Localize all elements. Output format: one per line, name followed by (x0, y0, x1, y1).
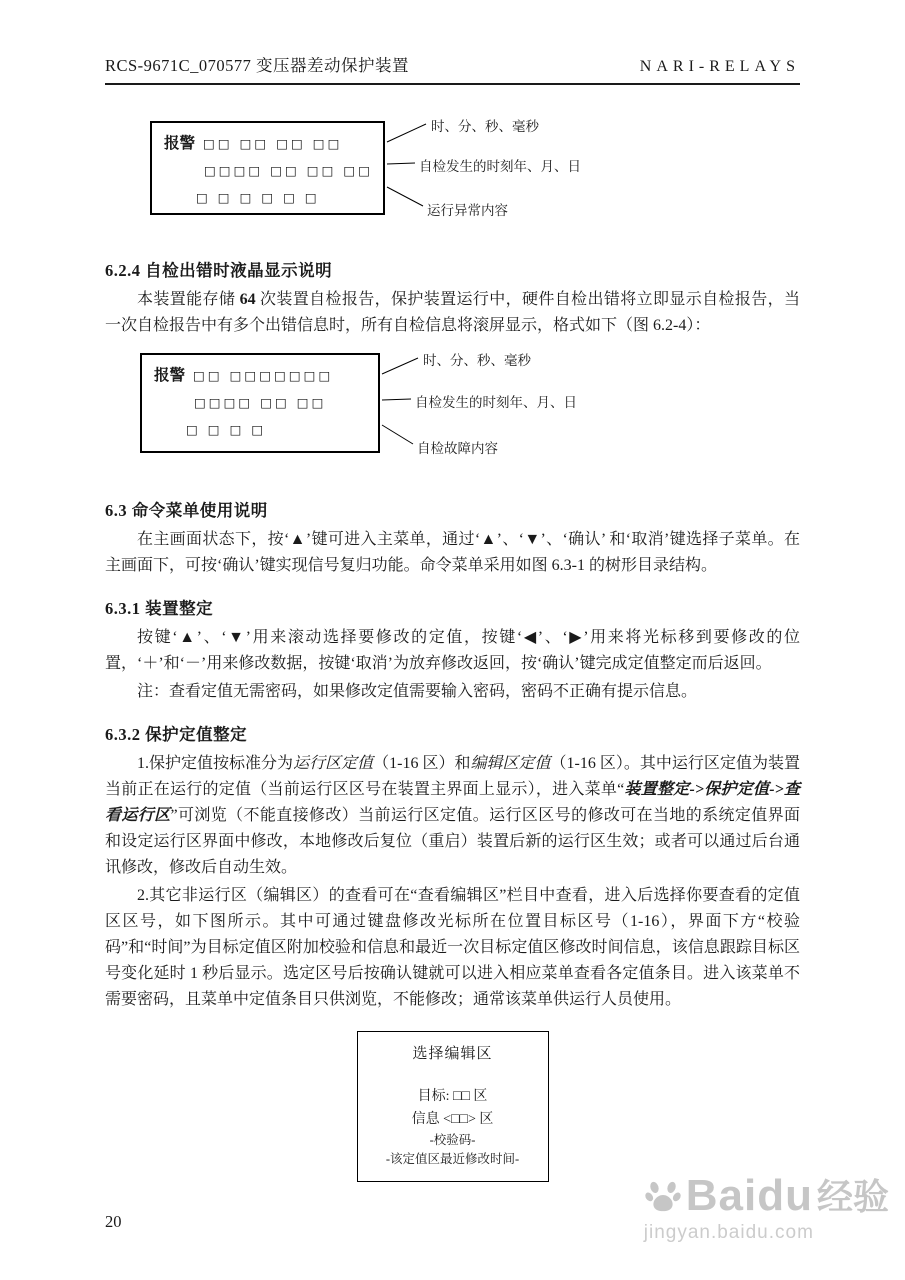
lcd-diagram-self-check-error (105, 349, 800, 473)
annotation-fault-content: 自检故障内容 (417, 441, 498, 456)
brand-name: NARI-RELAYS (639, 58, 800, 75)
lcd-row-date (154, 389, 366, 416)
lcd-time-digits: □□ □□□□□□□ (193, 368, 334, 383)
paragraph-6-2-4 (105, 287, 800, 339)
document-title: RCS-9671C_070577 变压器差动保护装置 (105, 56, 410, 75)
text-segment: （1-16 区）和 (373, 755, 471, 772)
text-segment: 次装置自检报告，保护装置运行中，硬件自检出错将立即显示自检报告，当一次自检报告中有多个出错信息时，所有自检信息将滚屏显示，格式如下（图 6.2-4）： (105, 291, 800, 334)
section-heading-6-3-1: 6.3.1 装置整定 (105, 599, 214, 618)
alarm-label: 报警 (154, 367, 186, 384)
text-segment-bold: 64 (239, 291, 256, 308)
lcd-row-date (164, 157, 374, 184)
lcd-content-digits: □ □ □ □ (186, 422, 267, 437)
text-segment: 1.保护定值按标准分为 (137, 755, 294, 772)
watermark-logo-row (644, 1171, 889, 1220)
text-segment: （1-16 区）。其中运行区定值为装置当前正在运行的定值（当前运行区区号在装置主界面上显示），进入菜单“ (105, 755, 800, 798)
note-6-3-1: 注：查看定值无需密码，如果修改定值需要输入密码，密码不正确有提示信息。 (137, 683, 698, 700)
lcd-row-time (164, 130, 371, 157)
lcd-display-box (150, 121, 385, 215)
menu-path: 装置整定->保护定值->查看运行区 (105, 781, 800, 824)
lcd-diagram-self-check (105, 115, 800, 233)
term-running-zone: 运行区定值 (293, 755, 374, 772)
annotation-content: 运行异常内容 (427, 203, 508, 218)
paragraph-6-3-2-1 (105, 751, 800, 881)
annotation-date: 自检发生的时刻年、月、日 (415, 395, 577, 410)
page-header (105, 52, 800, 85)
paragraph-6-3-1: 按键‘▲’、‘▼’用来滚动选择要修改的定值，按键‘◀’、‘▶’用来将光标移到要修改的位置，‘＋’和‘－’用来修改数据，按键‘取消’为放弃修改返回，按‘确认’键完成定值整定而后返回。 (105, 629, 800, 672)
section-heading-6-3: 6.3 命令菜单使用说明 (105, 501, 268, 520)
select-edit-area-box (357, 1031, 549, 1182)
watermark-suffix: 经验 (816, 1177, 889, 1217)
annotation-time: 时、分、秒、毫秒 (431, 119, 539, 134)
lcd-time-digits: □□ □□ □□ □□ (203, 136, 343, 151)
lcd-display-box (140, 353, 380, 453)
lcd-row-content (154, 416, 366, 443)
select-box-target-line: 目标: □□ 区 (417, 1089, 488, 1104)
section-heading-6-2-4: 6.2.4 自检出错时液晶显示说明 (105, 261, 333, 280)
watermark-url: jingyan.baidu.com (643, 1222, 814, 1243)
section-heading-6-3-2: 6.3.2 保护定值整定 (105, 725, 248, 744)
select-box-checksum-line: -校验码- (429, 1133, 476, 1147)
lcd-row-time (154, 362, 366, 389)
baidu-watermark (643, 1171, 889, 1244)
lcd-date-digits: □□□□ □□ □□ (194, 395, 327, 410)
lcd-row-content (164, 184, 371, 211)
lcd-content-digits: □ □ □ □ □ □ (196, 190, 320, 205)
baidu-paw-icon (644, 1176, 682, 1214)
lcd-date-digits: □□□□ □□ □□ □□ (204, 163, 374, 178)
page-number: 20 (105, 1212, 122, 1231)
annotation-time: 时、分、秒、毫秒 (423, 353, 531, 368)
paragraph-6-3: 在主画面状态下，按‘▲’键可进入主菜单，通过‘▲’、‘▼’、‘确认’ 和‘取消’键选择子菜单。在主画面下，可按‘确认’键实现信号复归功能。命令菜单采用如图 6.3-1 的树形目录结构。 (105, 531, 800, 574)
text-segment: 本装置能存储 (137, 291, 240, 308)
text-segment: ”可浏览（不能直接修改）当前运行区定值。运行区区号的修改可在当地的系统定值界面和设定运行区界面中修改，本地修改后复位（重启）装置后新的运行区生效；或者可以通过后台通讯修改，修改后自动生效。 (105, 807, 800, 876)
select-box-info-line: 信息 <□□> 区 (411, 1112, 494, 1127)
annotation-date: 自检发生的时刻年、月、日 (419, 159, 581, 174)
select-box-title: 选择编辑区 (412, 1046, 493, 1062)
alarm-label: 报警 (164, 135, 196, 152)
term-edit-zone: 编辑区定值 (470, 755, 551, 772)
paragraph-6-3-2-2: 2.其它非运行区（编辑区）的查看可在“查看编辑区”栏目中查看，进入后选择你要查看的定值区区号，如下图所示。其中可通过键盘修改光标所在位置目标区号（1-16），界面下方“校验码”和“时间”为目标定值区附加校验和信息和最近一次目标定值区修改时间信息，该信息跟踪目标区号变化延时 1 秒后显示。选定区号后按确认键就可以进入相应菜单查看各定值条目。进入该菜单不需要密码，且菜单中定值条目只供浏览，不能修改；通常该菜单供运行人员使用。 (105, 887, 800, 1008)
select-box-modified-time-line: -该定值区最近修改时间- (385, 1152, 520, 1166)
watermark-brand: Baidu (685, 1171, 813, 1220)
